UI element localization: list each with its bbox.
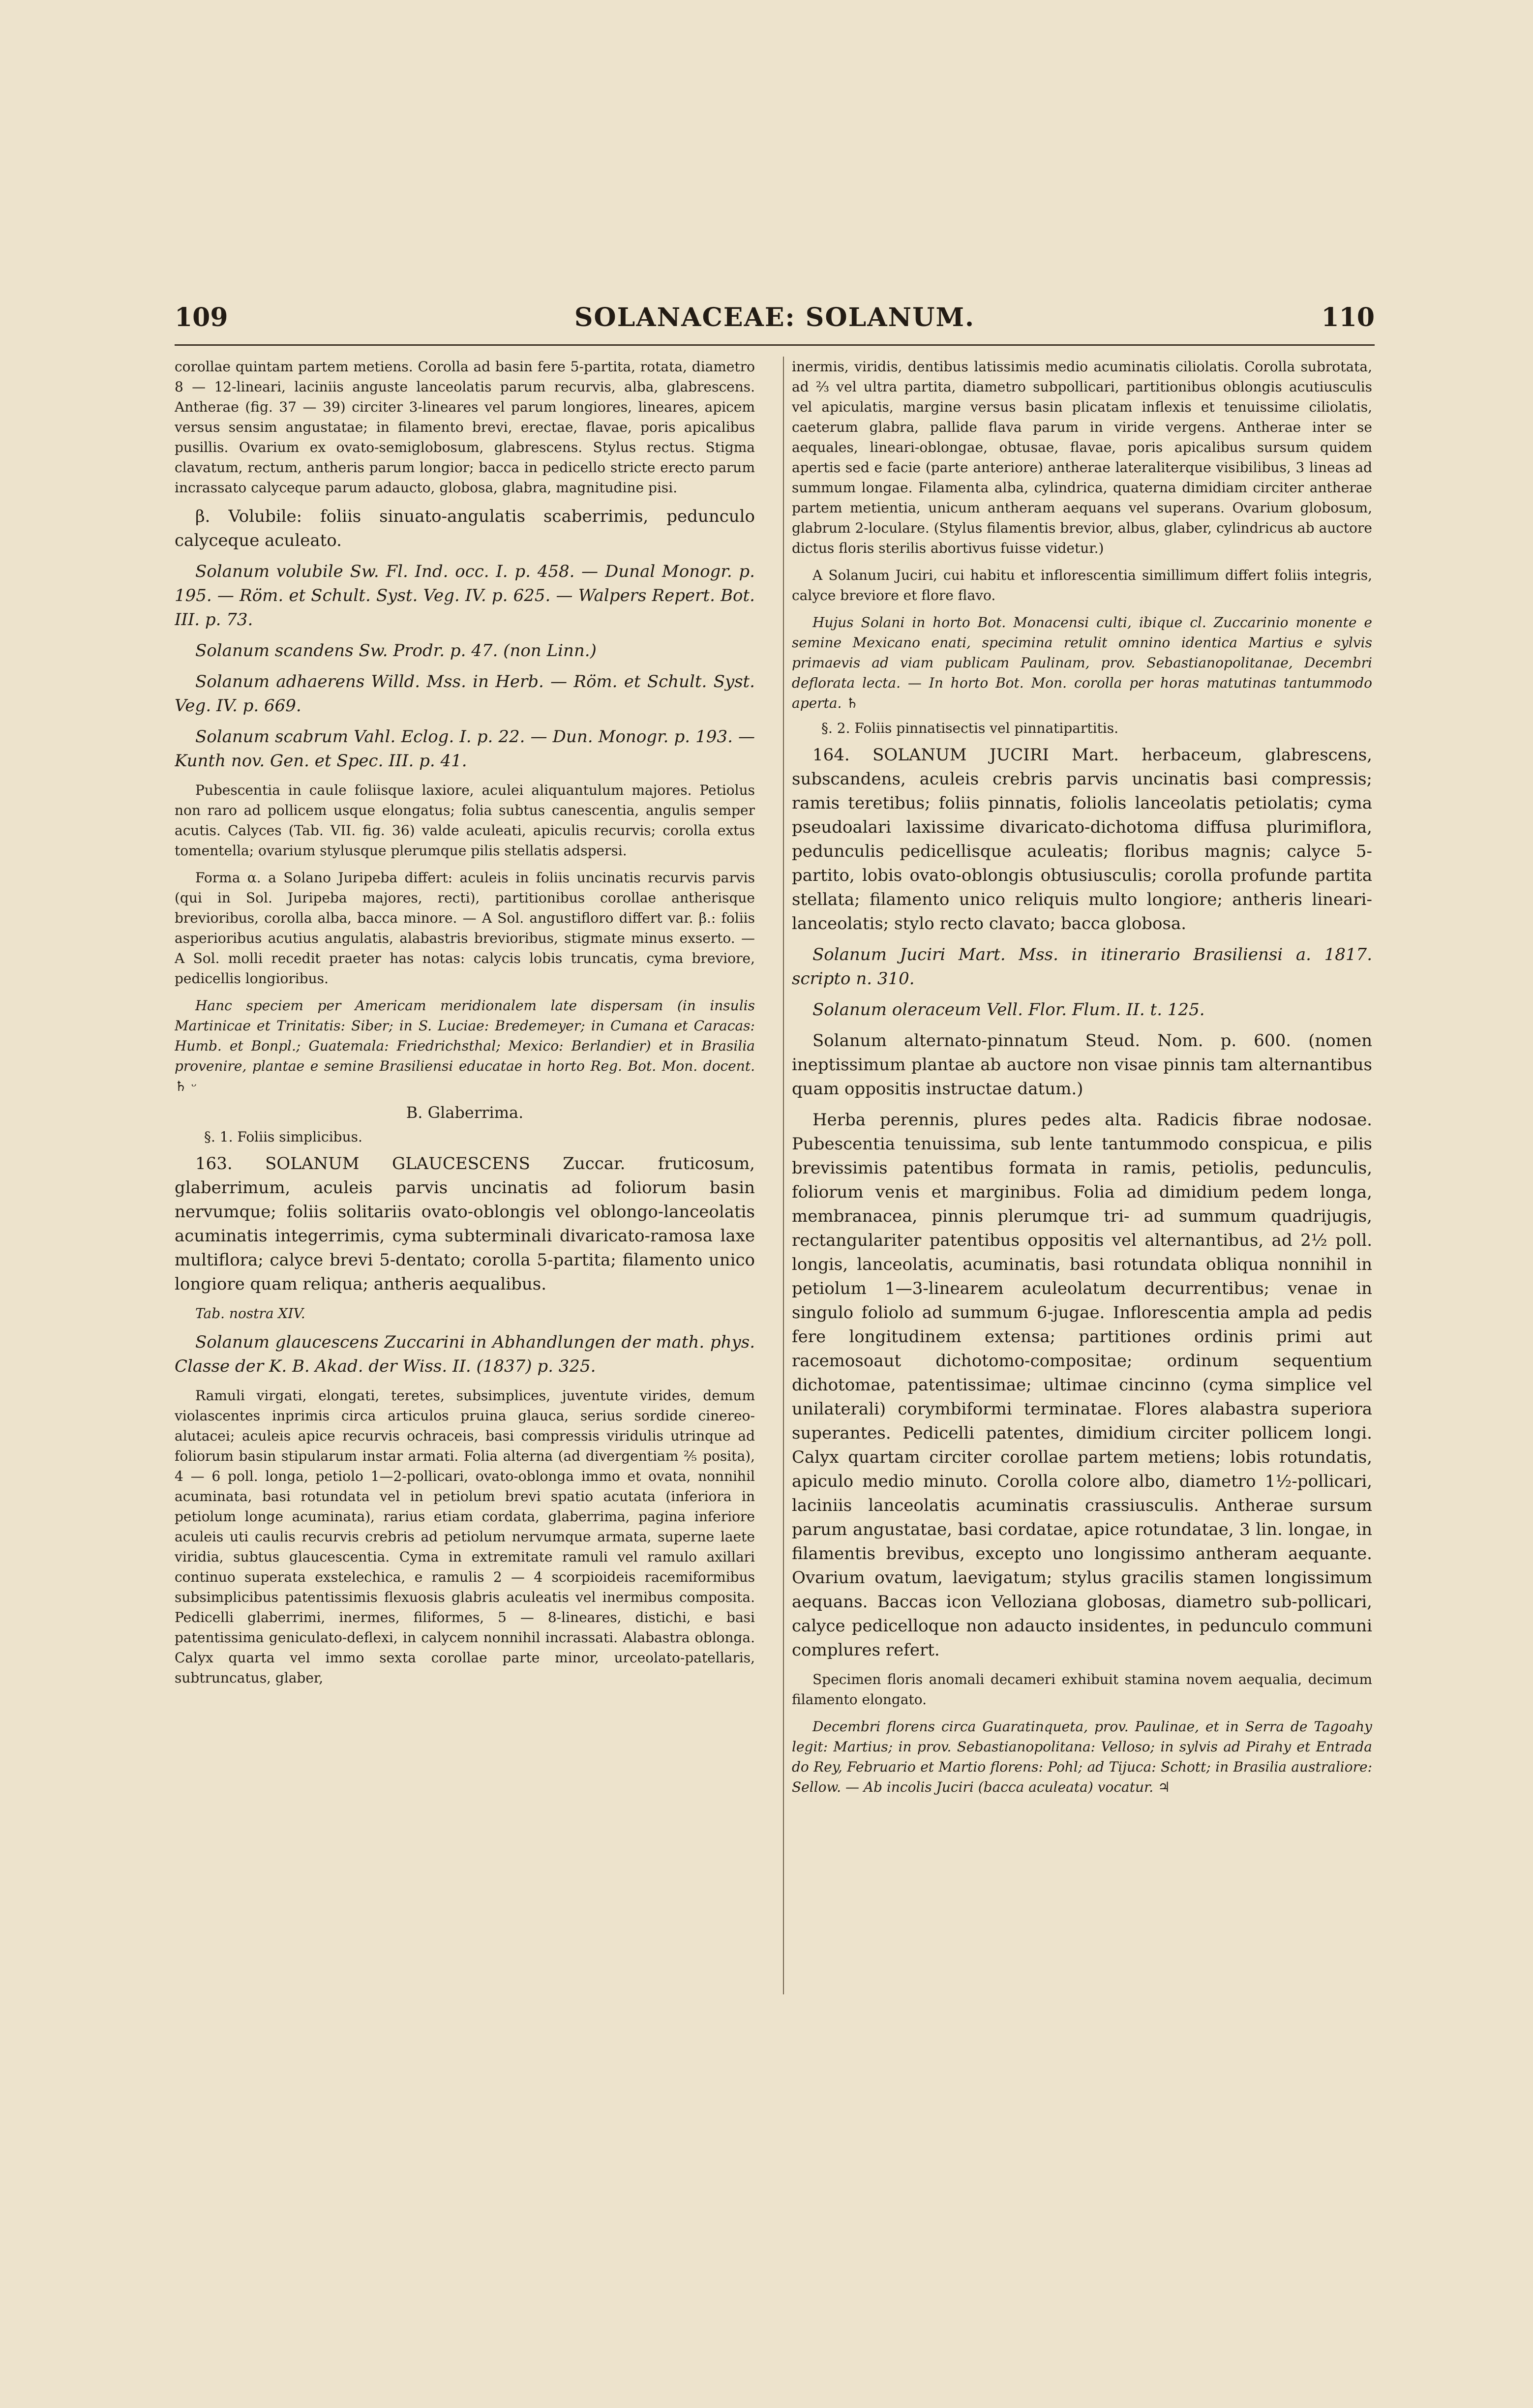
left-column xyxy=(175,357,755,2353)
paragraph: Ramuli virgati, elongati, teretes, subsimplices, juventute virides, demum violascentes inprimis circa articulos pruina glauca, serius sordide cinereo-alutacei; aculeis apice recurvis ochraceis, basi compressis viridulis utrinque ad foliorum basin stipularum instar armati. Folia alterna (ad divergentiam ⅖ posita), 4 — 6 poll. longa, petiolo 1—2-pollicari, ovato-oblonga immo et ovata, nonnihil acuminata, basi rotundata vel in petiolum brevi spatio acutata (inferiora in petiolum longe acuminata), rarius etiam cordata, glaberrima, pagina inferiore aculeis uti caulis recurvis crebris ad petiolum nervumque armata, superne laete viridia, subtus glaucescentia. Cyma in extremitate ramuli vel ramulo axillari continuo superata exstelechica, e ramulis 2 — 4 scorpioideis racemiformibus subsimplicibus patentissimis flexuosis glabris aculeatis vel inermibus composita. Pedicelli glaberrimi, inermes, filiformes, 5 — 8-lineares, distichi, e basi patentissima geniculato-deflexi, in calycem nonnihil incrassati. Alabastra oblonga. Calyx quarta vel immo sexta corollae parte minor, urceolato-patellaris, subtruncatus, glaber, xyxy=(175,1387,755,1686)
left-page-number: 109 xyxy=(175,302,228,332)
distribution-note: Hujus Solani in horto Bot. Monacensi culti, ibique cl. Zuccarinio monente e semine Mexicano enati, specimina retulit omnino identica Martius e sylvis primaevis ad viam publicam Paulinam, prov. Sebastianopolitanae, Decembri deflorata lecta. — In horto Bot. Mon. corolla per horas matutinas tantummodo aperta. ♄ xyxy=(792,614,1372,711)
paragraph: Herba perennis, plures pedes alta. Radicis fibrae nodosae. Pubescentia tenuissima, sub lente tantummodo conspicua, e pilis brevissimis patentibus formata in ramis, petiolis, pedunculis, foliorum venis et marginibus. Folia ad dimidium pedem longa, membranacea, pinnis plerumque tri- ad summum quadrijugis, rectangulariter patentibus oppositis vel alternantibus, ad 2½ poll. longis, lanceolatis, acuminatis, basi rotundata obliqua nonnihil in petiolum 1—3-linearem aculeolatum decurrentibus; venae in singulo foliolo ad summum 6-jugae. Inflorescentia ampla ad pedis fere longitudinem extensa; partitiones ordinis primi aut racemosoaut dichotomo-compositae; ordinum sequentium dichotomae, patentissimae; ultimae cincinno (cyma simplice vel unilaterali) corymbiformi terminatae. Flores alabastra superiora superantes. Pedicelli patentes, dimidium circiter pollicem longi. Calyx quartam circiter corollae partem metiens; lobis rotundatis, apiculo medio minuto. Corolla colore albo, diametro 1½-pollicari, laciniis lanceolatis acuminatis crassiusculis. Antherae sursum parum angustatae, basi cordatae, apice rotundatae, 3 lin. longae, in filamentis brevibus, excepto uno longissimo antheram aequante. Ovarium ovatum, laevigatum; stylus gracilis stamen longissimum aequans. Baccas icon Velloziana globosas, diametro sub-pollicari, calyce pedicelloque non adaucto insidentes, in pedunculo communi complures refert. xyxy=(792,1110,1372,1660)
paragraph: Forma α. a Solano Juripeba differt: aculeis in foliis uncinatis recurvis parvis (qui in Sol. Juripeba majores, recti), partitionibus corollae antherisque brevioribus, corolla alba, bacca minore. — A Sol. angustifloro differt var. β.: foliis asperioribus acutius angulatis, alabastris brevioribus, stigmate minus exserto. — A Sol. molli recedit praeter has notas: calycis lobis truncatis, cyma breviore, pedicellis longioribus. xyxy=(175,870,755,987)
section-heading: B. Glaberrima. xyxy=(406,1103,524,1122)
subsection-heading: §. 2. Foliis pinnatisectis vel pinnatipartitis. xyxy=(821,720,1119,736)
paragraph: A Solanum Juciri, cui habitu et inflorescentia simillimum differt foliis integris, calyce breviore et flore flavo. xyxy=(792,567,1372,603)
right-page-number: 110 xyxy=(1321,302,1375,332)
species-description: 163. SOLANUM GLAUCESCENS Zuccar. fruticosum, glaberrimum, aculeis parvis uncinatis ad foliorum basin nervumque; foliis solitariis ovato-oblongis vel oblongo-lanceolatis acuminatis integerrimis, cyma subterminali divaricato-ramosa laxe multiflora; calyce brevi 5-dentato; corolla 5-partita; filamento unico longiore quam reliqua; antheris aequalibus. xyxy=(175,1154,755,1294)
synonym: Solanum scandens Sw. Prodr. p. 47. (non Linn.) xyxy=(195,641,597,661)
synonym: Solanum adhaerens Willd. Mss. in Herb. — Röm. et Schult. Syst. Veg. IV. p. 669. xyxy=(175,672,755,716)
synonym: Solanum oleraceum Vell. Flor. Flum. II. t. 125. xyxy=(812,1000,1205,1020)
subsection-heading: §. 1. Foliis simplicibus. xyxy=(204,1129,362,1145)
synonym: Solanum glaucescens Zuccarini in Abhandlungen der math. phys. Classe der K. B. Akad. der Wiss. II. (1837) p. 325. xyxy=(175,1332,755,1376)
running-title: SOLANACEAE: SOLANUM. xyxy=(574,302,975,332)
synonym: Solanum alternato-pinnatum Steud. Nom. p. 600. (nomen ineptissimum plantae ab auctore non visae pinnis tam alternantibus quam oppositis instructae datum.) xyxy=(792,1031,1372,1099)
column-divider xyxy=(783,357,784,1994)
paragraph: Specimen floris anomali decameri exhibuit stamina novem aequalia, decimum filamento elongato. xyxy=(792,1671,1372,1708)
variety-beta: β. Volubile: foliis sinuato-angulatis scaberrimis, pedunculo calyceque aculeato. xyxy=(175,507,755,550)
distribution-note: Hanc speciem per Americam meridionalem late dispersam (in insulis Martinicae et Trinitatis: Siber; in S. Luciae: Bredemeyer; in Cumana et Caracas: Humb. et Bonpl.; Guatemala: Friedrichsthal; Mexico: Berlandier) et in Brasilia provenire, plantae e semine Brasiliensi educatae in horto Reg. Bot. Mon. docent. ♄ ᵕ xyxy=(175,997,755,1094)
header-rule xyxy=(175,344,1375,346)
synonym: Solanum volubile Sw. Fl. Ind. occ. I. p. 458. — Dunal Monogr. p. 195. — Röm. et Schult. Syst. Veg. IV. p. 625. — Walpers Repert. Bot. III. p. 73. xyxy=(175,562,755,630)
synonym: Solanum Juciri Mart. Mss. in itinerario Brasiliensi a. 1817. scripto n. 310. xyxy=(792,945,1372,989)
plate-reference: Tab. nostra XIV. xyxy=(195,1305,305,1322)
paragraph: Pubescentia in caule foliisque laxiore, aculei aliquantulum majores. Petiolus non raro ad pollicem usque elongatus; folia subtus canescentia, angulis semper acutis. Calyces (Tab. VII. fig. 36) valde aculeati, apiculis recurvis; corolla extus tomentella; ovarium stylusque plerumque pilis stellatis adspersi. xyxy=(175,782,755,859)
species-description: 164. SOLANUM JUCIRI Mart. herbaceum, glabrescens, subscandens, aculeis crebris parvis uncinatis basi compressis; ramis teretibus; foliis pinnatis, foliolis lanceolatis petiolatis; cyma pseudoalari laxissime divaricato-dichotoma diffusa plurimiflora, pedunculis pedicellisque aculeatis; floribus magnis; calyce 5-partito, lobis ovato-oblongis obtusiusculis; corolla profunde partita stellata; filamento unico reliquis multo longiore; antheris lineari-lanceolatis; stylo recto clavato; bacca globosa. xyxy=(792,745,1372,933)
synonym: Solanum scabrum Vahl. Eclog. I. p. 22. — Dun. Monogr. p. 193. — Kunth nov. Gen. et Spec. III. p. 41. xyxy=(175,727,755,771)
right-column xyxy=(792,357,1372,2353)
page-header xyxy=(175,302,1375,337)
paragraph: corollae quintam partem metiens. Corolla ad basin fere 5-partita, rotata, diametro 8 — 12-lineari, laciniis anguste lanceolatis parum recurvis, alba, glabrescens. Antherae (fig. 37 — 39) circiter 3-lineares vel parum longiores, lineares, apicem versus sensim angustatae; in filamento brevi, erectae, flavae, poris apicalibus pusillis. Ovarium ex ovato-semiglobosum, glabrescens. Stylus rectus. Stigma clavatum, rectum, antheris parum longior; bacca in pedicello stricte erecto parum incrassato calyceque parum adaucto, globosa, glabra, magnitudine pisi. xyxy=(175,359,755,496)
distribution-note: Decembri florens circa Guaratinqueta, prov. Paulinae, et in Serra de Tagoahy legit: Martius; in prov. Sebastianopolitana: Velloso; in sylvis ad Pirahy et Entrada do Rey, Februario et Martio florens: Pohl; ad Tijuca: Schott; in Brasilia australiore: Sellow. — Ab incolis Juciri (bacca aculeata) vocatur. ♃ xyxy=(792,1718,1372,1795)
paragraph: inermis, viridis, dentibus latissimis medio acuminatis ciliolatis. Corolla subrotata, ad ⅔ vel ultra partita, diametro subpollicari, partitionibus oblongis acutiusculis vel apiculatis, margine versus basin plicatam inflexis et tenuissime ciliolatis, caeterum glabra, pallide flava parum in viride vergens. Antherae inter se aequales, lineari-oblongae, obtusae, flavae, poris apicalibus sursum quidem apertis sed e facie (parte anteriore) antherae lateraliterque visibilibus, 3 lineas ad summum longae. Filamenta alba, cylindrica, quaterna dimidiam circiter antherae partem metientia, unicum antheram aequans vel superans. Ovarium globosum, glabrum 2-loculare. (Stylus filamentis brevior, albus, glaber, cylindricus ab auctore dictus floris sterilis abortivus fuisse videtur.) xyxy=(792,359,1372,556)
